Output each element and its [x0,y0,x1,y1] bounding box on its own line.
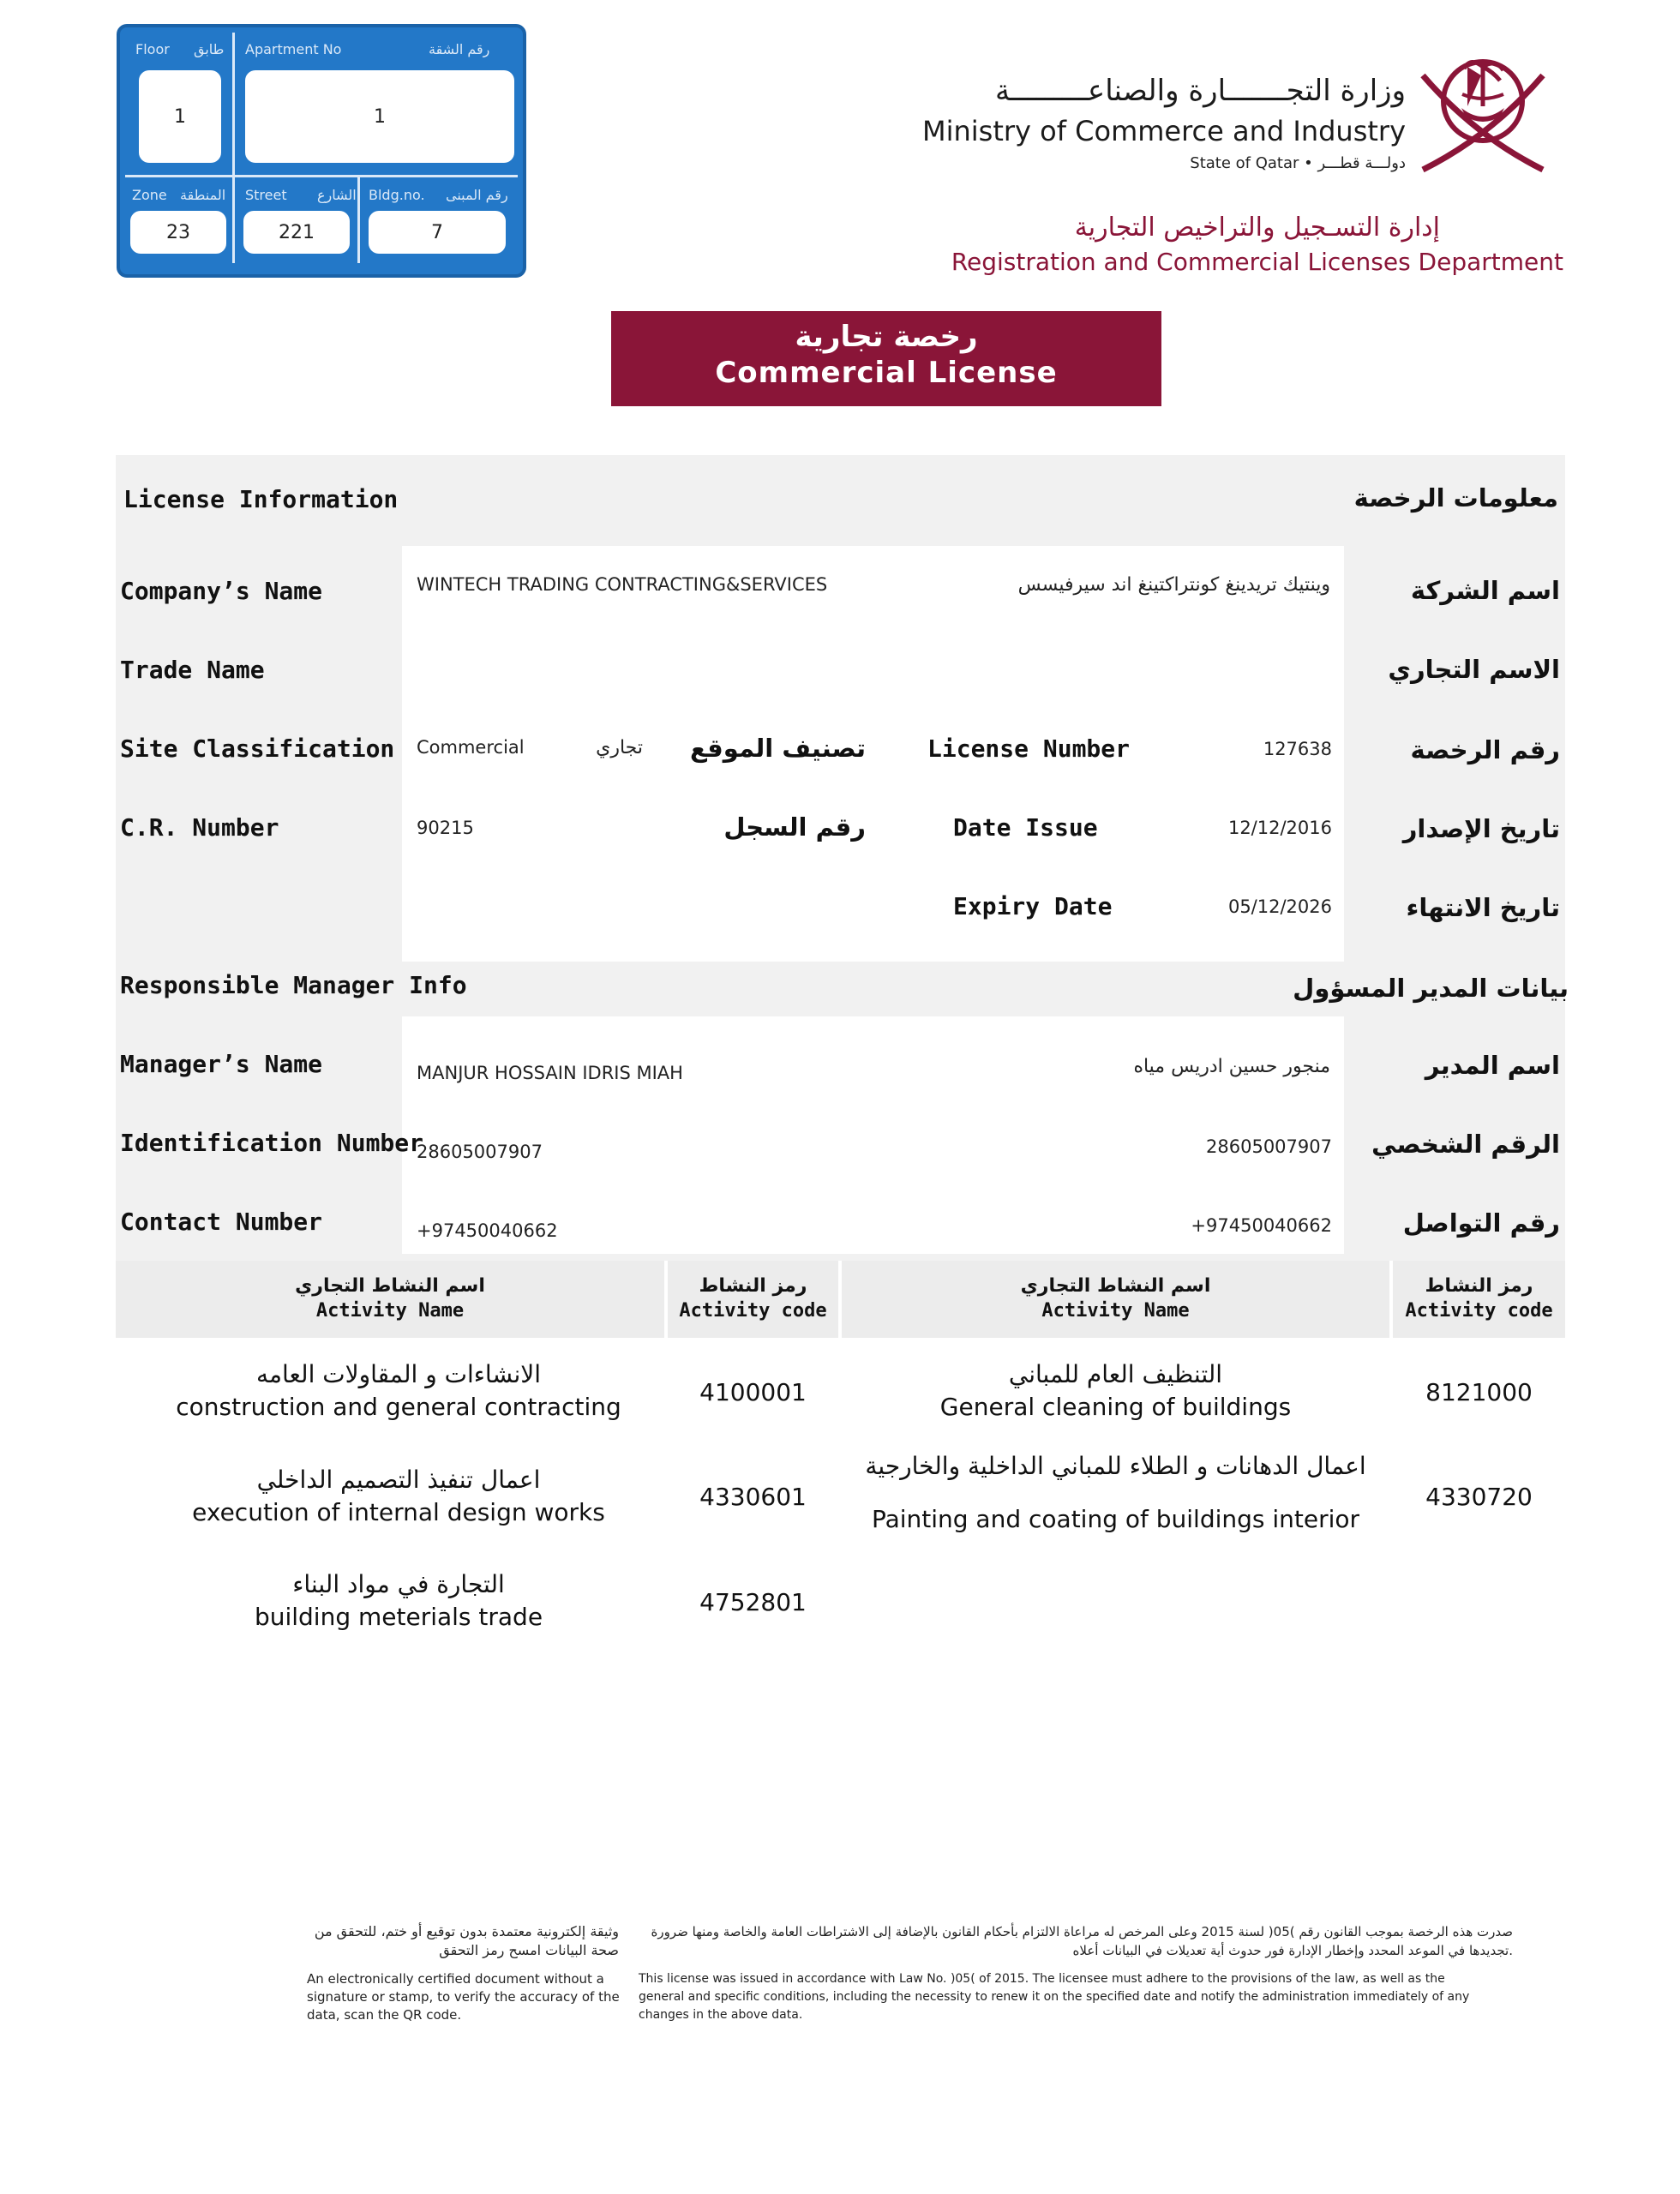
contact-number-label-ar: رقم التواصل [1402,1208,1560,1238]
activity-code-header-en: Activity code [1405,1300,1553,1322]
activity-name-header-ar: اسم النشاط التجاري [295,1275,485,1297]
plate-divider [125,175,518,177]
license-info-heading-en: License Information [123,485,399,513]
law-note-en [639,1970,1530,2024]
certified-en-line: An electronically certified document without a [307,1971,604,1987]
expiry-date-label-en: Expiry Date [953,892,1113,920]
building-label-ar: رقم المبنى [446,187,508,203]
activity-code: 4330720 [1425,1483,1533,1511]
title-banner [611,311,1161,406]
apartment-label-ar: رقم الشقة [429,41,490,57]
department-name-ar: إدارة التسـجيل والتراخيص التجارية [1074,213,1440,243]
license-number: 127638 [1263,739,1332,759]
site-classification-label-en: Site Classification [120,734,395,763]
title-en: Commercial License [715,356,1058,390]
license-number-label-en: License Number [927,734,1131,763]
site-classification-en: Commercial [417,737,525,758]
plate-divider [357,177,360,263]
identification-number-label-en: Identification Number [120,1129,424,1157]
license-number-label-ar: رقم الرخصة [1410,735,1560,764]
activity-name-header-en: Activity Name [315,1300,465,1322]
date-issue: 12/12/2016 [1227,818,1332,838]
expiry-date-label-ar: تاريخ الانتهاء [1406,893,1560,922]
company-name-en: WINTECH TRADING CONTRACTING&SERVICES [417,574,828,595]
site-classification-ar: تجاري [596,737,643,758]
date-issue-label-en: Date Issue [953,813,1098,842]
apartment-value: 1 [245,70,514,163]
activity-code: 4752801 [699,1588,807,1616]
activity-code: 4100001 [699,1378,807,1406]
manager-info-heading-ar: بيانات المدير المسؤول [1293,974,1569,1003]
law-en-line: general and specific conditions, including the necessity to renew it on the specified date and notify the administration immediately of any [639,1990,1470,2004]
activity-code-header-en: Activity code [679,1300,827,1322]
activity-name-ar: اعمال الدهانات و الطلاء للمباني الداخلية والخارجية [865,1452,1366,1480]
identification-number-ar: 28605007907 [1206,1136,1332,1157]
site-classification-label-ar: تصنيف الموقع [689,734,866,763]
activity-name-en: execution of internal design works [192,1498,605,1526]
activity-name-en: Painting and coating of buildings interior [871,1505,1360,1533]
activity-name [116,1464,681,1529]
floor-value: 1 [139,70,221,163]
activity-name [116,1568,681,1634]
apartment-label-en: Apartment No [245,41,342,57]
building-label-en: Bldg.no. [369,187,425,203]
street-label-en: Street [245,187,287,203]
expiry-date: 05/12/2026 [1227,896,1332,917]
certified-note-en [307,1970,626,2024]
title-ar: رخصة تجارية [795,320,978,354]
department-name-en: Registration and Commercial Licenses Department [951,248,1563,276]
identification-number-en: 28605007907 [417,1142,543,1162]
law-en-line: changes in the above data. [639,2008,803,2022]
activity-name-en: General cleaning of buildings [939,1393,1292,1421]
activity-code-header-right [1393,1274,1565,1323]
law-note-ar [639,1922,1513,1960]
activity-code: 4330601 [699,1483,807,1511]
activity-name [842,1358,1389,1424]
law-en-line: This license was issued in accordance with Law No. )05( of 2015. The licensee must adhere to the provisions of the law, as well as the [639,1972,1445,1986]
activity-name-header-right [842,1274,1389,1323]
certified-en-line: signature or stamp, to verify the accuracy of the [307,1989,620,2005]
activity-name-ar: اعمال تنفيذ التصميم الداخلي [256,1466,541,1494]
contact-number-en: +97450040662 [417,1220,558,1241]
activity-name-header-en: Activity Name [1041,1300,1190,1322]
manager-name-en: MANJUR HOSSAIN IDRIS MIAH [417,1063,683,1083]
ministry-name-ar: وزارة التجـــــــارة والصناعـــــــــة [995,74,1406,108]
trade-name-label-en: Trade Name [120,656,265,684]
qatar-emblem-icon [1414,41,1551,178]
contact-number-ar: +97450040662 [1191,1215,1332,1236]
certified-ar-line: وثيقة إلكترونية معتمدة بدون توقيع أو ختم، للتحقق من [314,1923,619,1939]
manager-name-ar: منجور حسين ادريس مياه [1133,1056,1330,1077]
floor-label-en: Floor [135,41,170,57]
law-ar-line: تجديدها في الموعد المحدد وإخطار الإدارة فور حدوث أية تعديلات في البيانات أعلاه. [1072,1943,1513,1958]
certified-note-ar [300,1922,619,1960]
cr-number: 90215 [417,818,474,838]
identification-number-label-ar: الرقم الشخصي [1371,1130,1560,1159]
plate-divider [232,33,235,175]
cr-number-label-ar: رقم السجل [723,812,866,842]
company-name-label-ar: اسم الشركة [1410,576,1560,605]
activity-code-header-left [668,1274,838,1323]
activity-code-header-ar: رمز النشاط [699,1275,807,1297]
activity-name-ar: الانشاءات و المقاولات العامه [256,1360,541,1388]
activity-name-header-left [116,1274,664,1323]
date-issue-label-ar: تاريخ الإصدار [1402,814,1560,843]
address-plate [117,24,526,278]
building-value: 7 [369,211,506,254]
law-ar-line: صدرت هذه الرخصة بموجب القانون رقم )05( لسنة 2015 وعلى المرخص له مراعاة الالتزام بأحكام القانون بالإضافة إلى الاشتراطات العامة والخاصة ومنها ضرورة [651,1924,1513,1939]
activity-name-en: building meterials trade [254,1603,543,1631]
manager-info-heading-en: Responsible Manager Info [120,971,467,999]
manager-name-label-en: Manager’s Name [120,1050,323,1078]
activity-name-header-ar: اسم النشاط التجاري [1020,1275,1211,1297]
cr-number-label-en: C.R. Number [120,813,279,842]
floor-label-ar: طابق [194,41,225,57]
company-name-label-en: Company’s Name [120,577,323,605]
company-name-ar: وينتيك تريدينغ كونتراكتينغ اند سيرفيسس [1017,574,1330,596]
street-label-ar: الشارع [317,187,357,203]
ministry-name-en: Ministry of Commerce and Industry [921,115,1406,147]
state-of-qatar: State of Qatar • دولـــة قطـــر [1190,154,1406,172]
zone-label-ar: المنطقة [180,187,226,203]
zone-value: 23 [130,211,226,254]
manager-name-label-ar: اسم المدير [1425,1051,1560,1080]
activity-name [842,1440,1389,1546]
certified-en-line: data, scan the QR code. [307,2007,462,2023]
license-info-heading-ar: معلومات الرخصة [1353,483,1558,513]
certified-ar-line: صحة البيانات امسح رمز التحقق [439,1942,619,1958]
contact-number-label-en: Contact Number [120,1208,323,1236]
trade-name-label-ar: الاسم التجاري [1388,655,1560,684]
activity-name-ar: التنظيف العام للمباني [1008,1360,1223,1388]
activity-name [116,1358,681,1424]
activity-name-en: construction and general contracting [176,1393,621,1421]
activity-code: 8121000 [1425,1378,1533,1406]
street-value: 221 [243,211,350,254]
activity-code-header-ar: رمز النشاط [1425,1275,1533,1297]
plate-divider [232,177,235,263]
zone-label-en: Zone [132,187,167,203]
activity-name-ar: التجارة في مواد البناء [292,1570,505,1598]
